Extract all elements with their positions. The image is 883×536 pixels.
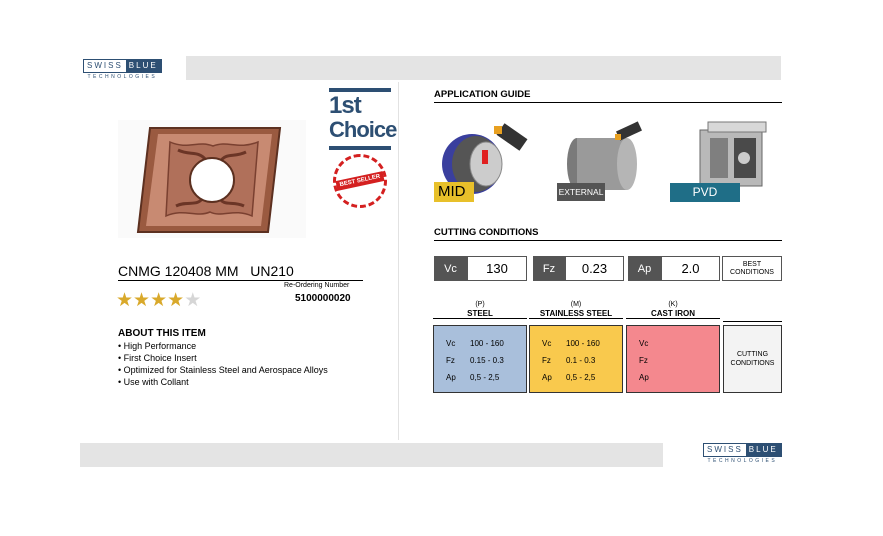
cast-iron-box: [626, 325, 720, 393]
reorder-label: Re-Ordering Number: [284, 282, 350, 289]
steel-ap-label: Ap: [446, 373, 456, 382]
cutting-note: CUTTING CONDITIONS: [730, 351, 775, 367]
best-fz-value: 0.23: [565, 256, 624, 281]
logo-sub: TECHNOLOGIES: [87, 74, 158, 80]
stainless-code: (M): [570, 301, 582, 308]
star-icon: ★: [167, 290, 185, 311]
cast-iron-vc-label: Vc: [639, 339, 649, 348]
steel-fz-value: 0.15 - 0.3: [470, 356, 504, 365]
rating-stars: [116, 291, 201, 311]
code-underline: [118, 280, 363, 281]
logo-word2: BLUE: [746, 444, 781, 456]
insert-image: [118, 120, 306, 238]
steel-header: [433, 300, 527, 319]
first-choice-line2: Choice: [329, 117, 397, 142]
product-code: CNMG 120408 MM UN210: [118, 263, 294, 279]
footer-bar: [80, 443, 663, 467]
best-ap-value: 2.0: [661, 256, 720, 281]
header-bar: [186, 56, 781, 80]
best-seller-stamp: [328, 149, 392, 213]
stainless-box: [529, 325, 623, 393]
stainless-vc-value: 100 - 160: [566, 339, 600, 348]
mid-label: MID: [434, 182, 474, 202]
application-guide-title: APPLICATION GUIDE: [434, 89, 782, 103]
external-label: EXTERNAL: [557, 183, 605, 201]
about-item: • Use with Collant: [118, 376, 328, 388]
footer-logo: [703, 443, 782, 464]
logo-word1: SWISS: [704, 444, 746, 456]
logo-word1: SWISS: [84, 60, 126, 72]
cutting-note-box: [723, 325, 782, 393]
logo-word2: BLUE: [126, 60, 161, 72]
cast-iron-header: [626, 300, 720, 319]
stainless-header: [529, 300, 623, 319]
about-item: • Optimized for Stainless Steel and Aerospace Alloys: [118, 364, 328, 376]
logo-sub: TECHNOLOGIES: [707, 458, 778, 464]
stainless-fz-value: 0.1 - 0.3: [566, 356, 596, 365]
cast-iron-fz-label: Fz: [639, 356, 648, 365]
reorder-number: 5100000020: [295, 293, 351, 304]
steel-name: STEEL: [467, 309, 493, 318]
note-header-line: [723, 321, 782, 322]
best-vc-label: Vc: [434, 256, 467, 281]
stainless-name: STAINLESS STEEL: [539, 309, 613, 318]
star-icon: ★: [150, 290, 168, 311]
steel-box: [433, 325, 527, 393]
first-choice-line1: 1st: [329, 92, 361, 119]
about-title: ABOUT THIS ITEM: [118, 328, 206, 339]
about-list: [118, 340, 328, 388]
best-fz-label: Fz: [533, 256, 565, 281]
logo-word: [703, 443, 782, 457]
steel-code: (P): [475, 301, 485, 308]
best-ap-label: Ap: [628, 256, 661, 281]
star-icon: ★: [116, 290, 134, 311]
star-empty-icon: ★: [184, 290, 202, 311]
steel-ap-value: 0,5 - 2,5: [470, 373, 500, 382]
logo-word: [83, 59, 162, 73]
star-icon: ★: [133, 290, 151, 311]
stainless-ap-label: Ap: [542, 373, 552, 382]
pvd-illustration: [694, 118, 774, 188]
best-seller-label: BEST SELLER: [336, 171, 384, 191]
stainless-vc-label: Vc: [542, 339, 552, 348]
stainless-fz-label: Fz: [542, 356, 551, 365]
header-logo: [83, 59, 162, 80]
cast-iron-code: (K): [668, 301, 678, 308]
column-divider: [398, 82, 399, 440]
cast-iron-ap-label: Ap: [639, 373, 649, 382]
first-choice-badge: [329, 88, 397, 150]
best-vc-value: 130: [467, 256, 527, 281]
stainless-ap-value: 0,5 - 2,5: [566, 373, 596, 382]
cutting-conditions-title: CUTTING CONDITIONS: [434, 227, 782, 241]
pvd-label: PVD: [670, 183, 740, 202]
about-item: • High Performance: [118, 340, 328, 352]
about-item: • First Choice Insert: [118, 352, 328, 364]
steel-vc-label: Vc: [446, 339, 456, 348]
steel-fz-label: Fz: [446, 356, 455, 365]
cast-iron-name: CAST IRON: [651, 309, 695, 318]
steel-vc-value: 100 - 160: [470, 339, 504, 348]
best-conditions-note: BEST CONDITIONS: [722, 256, 782, 281]
